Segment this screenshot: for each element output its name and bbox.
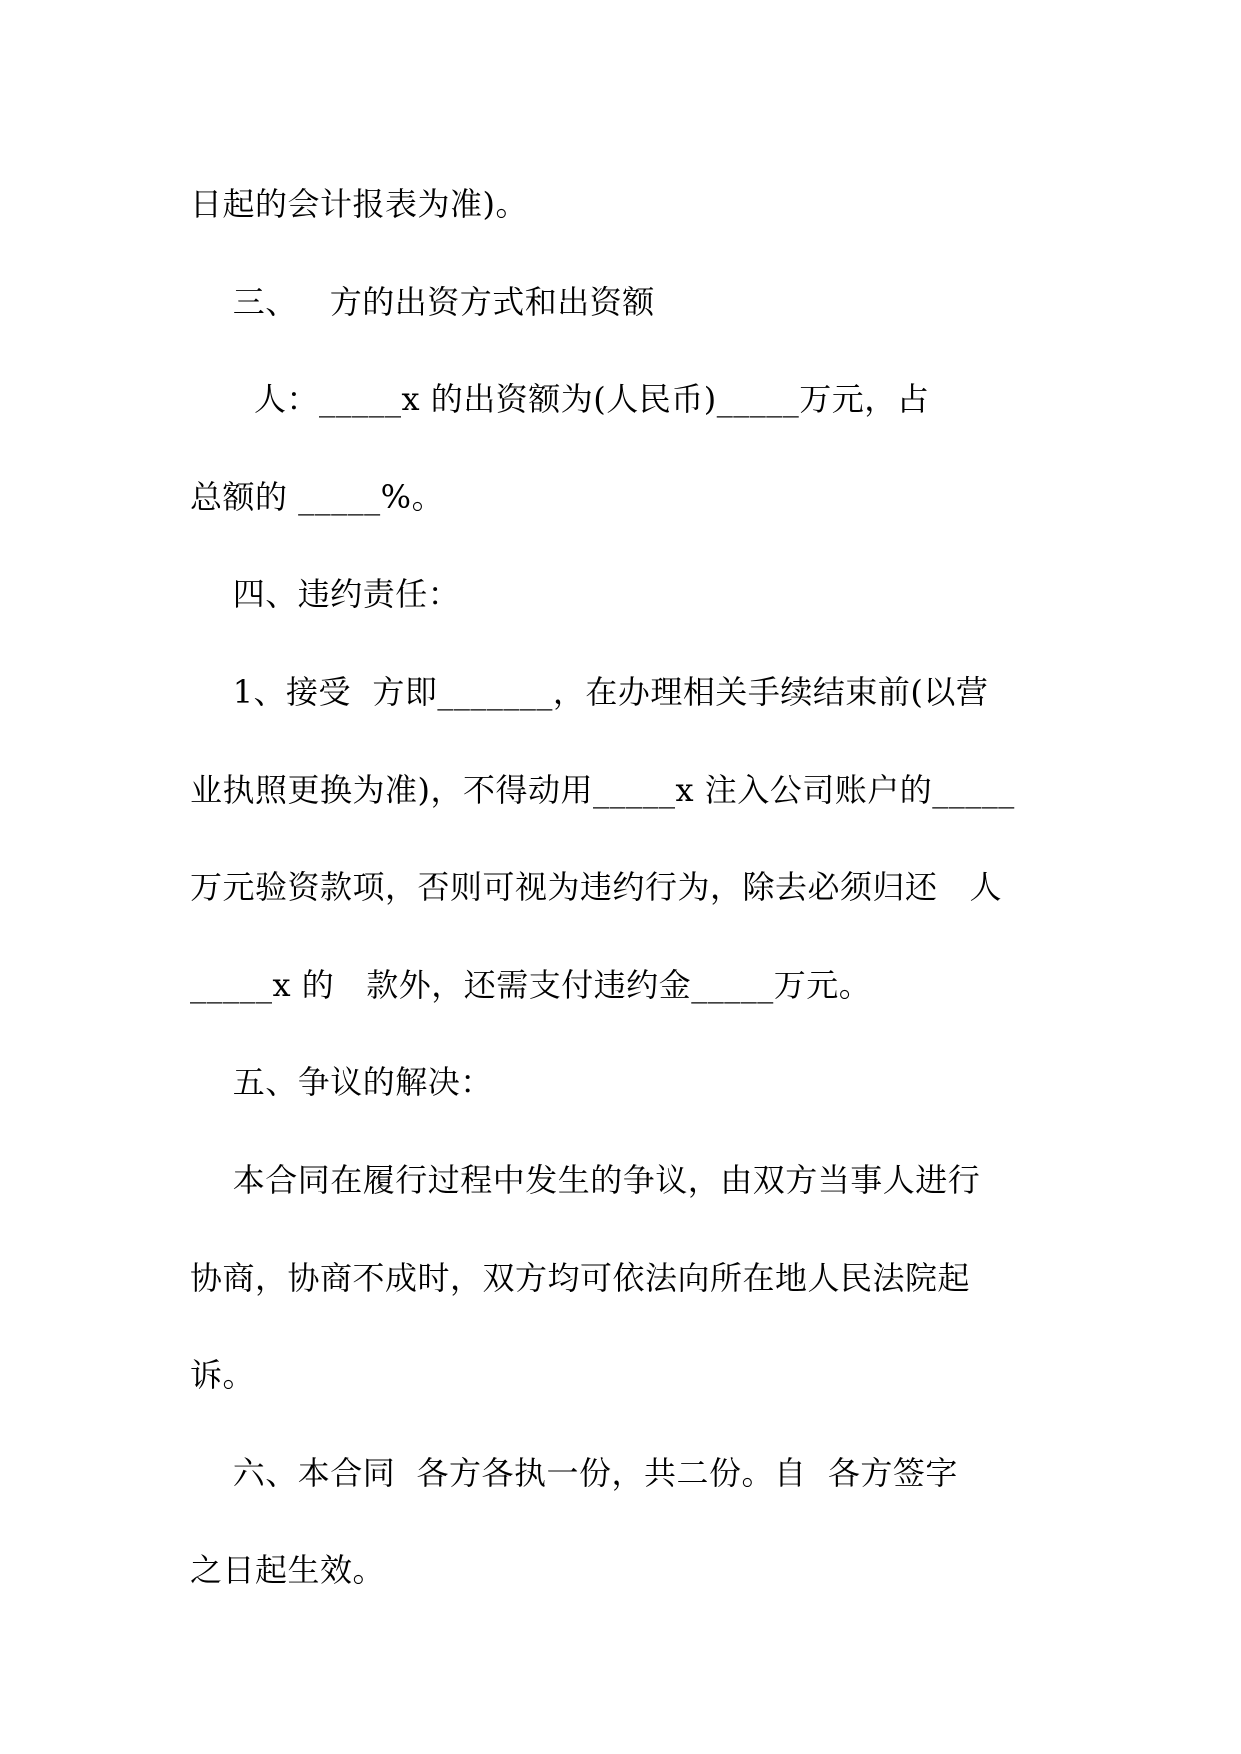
text-line: 六、本合同 各方各执一份，共二份。自 各方签字 <box>190 1454 958 1492</box>
text-line: 总额的 _____%。 <box>190 478 445 516</box>
text-line: 本合同在履行过程中发生的争议，由双方当事人进行 <box>190 1161 981 1199</box>
section-heading: 五、争议的解决： <box>190 1063 493 1101</box>
text-line: 1、接受 方即_______，在办理相关手续结束前(以营 <box>190 673 989 711</box>
text-line: 之日起生效。 <box>190 1551 386 1589</box>
text-line: 万元验资款项，否则可视为违约行为，除去必须归还 人 <box>190 868 1003 906</box>
text-line: _____x 的 款外，还需支付违约金_____万元。 <box>190 966 872 1004</box>
section-heading: 三、 方的出资方式和出资额 <box>190 283 655 321</box>
text-line: 协商，协商不成时，双方均可依法向所在地人民法院起 <box>190 1259 971 1297</box>
text-line: 业执照更换为准)，不得动用_____x 注入公司账户的_____ <box>190 771 1015 809</box>
text-line: 诉。 <box>190 1356 256 1394</box>
section-heading: 四、违约责任： <box>190 575 461 613</box>
text-line: 人：_____x 的出资额为(人民币)_____万元，占 <box>190 380 930 418</box>
text-line: 日起的会计报表为准)。 <box>190 185 528 223</box>
